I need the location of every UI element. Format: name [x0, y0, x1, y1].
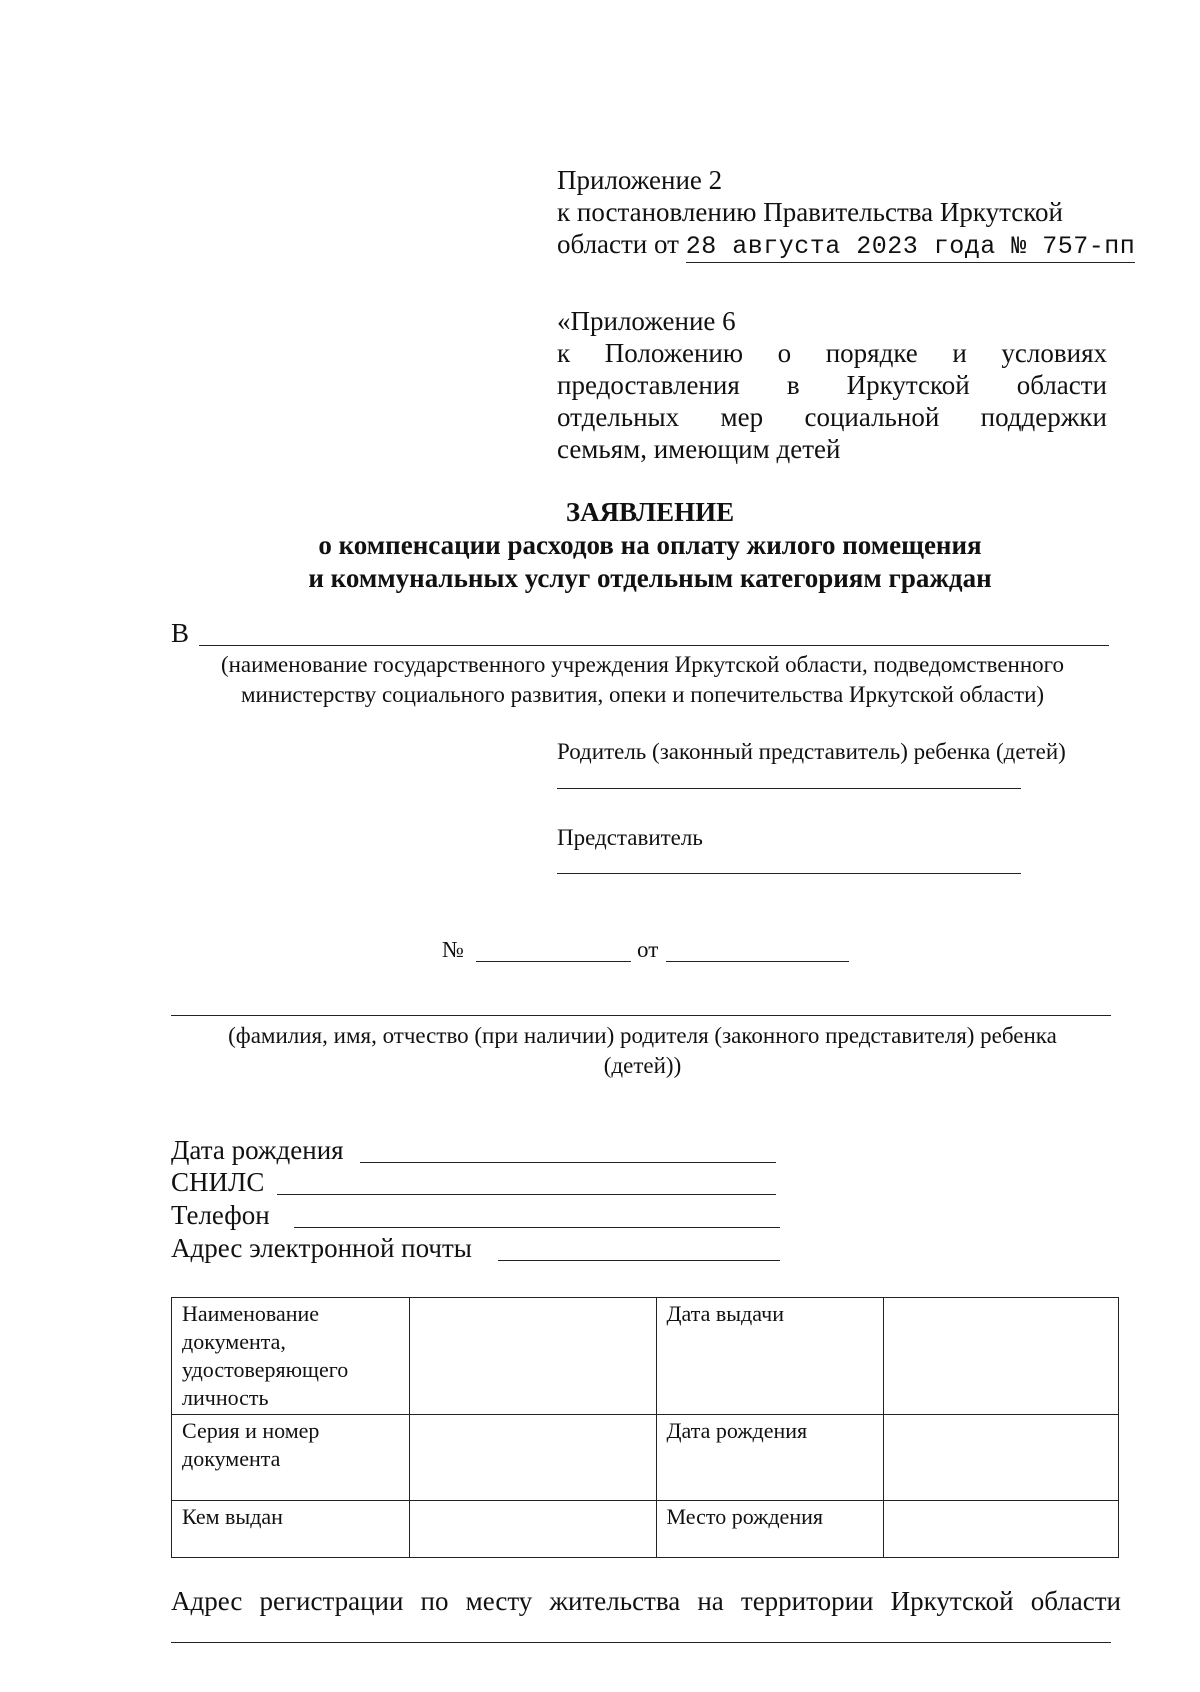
appendix-6-line-4: отдельных мер социальной поддержки — [557, 402, 1107, 432]
parent-input-line[interactable] — [557, 788, 1021, 789]
identity-document-table — [171, 1297, 1119, 1558]
number-sign: № — [442, 937, 464, 962]
title-subtitle-1: о компенсации расходов на оплату жилого помещения — [318, 530, 982, 560]
series-number-value[interactable] — [409, 1415, 656, 1501]
snils-input[interactable] — [277, 1194, 776, 1195]
recipient-caption-line-1: (наименование государственного учреждения Иркутской области, подведомственного — [220, 652, 1065, 677]
email-input[interactable] — [498, 1260, 780, 1261]
phone-label: Телефон — [171, 1200, 270, 1230]
appendix-2-reference: к постановлению Правительства Иркутской — [557, 197, 1063, 227]
fio-caption-line-2: (детей)) — [603, 1053, 682, 1078]
appendix-6-line-5: семьям, имеющим детей — [557, 434, 841, 464]
fio-input-line[interactable] — [171, 1015, 1111, 1016]
appendix-2-date-line — [557, 228, 1136, 263]
appendix-6-line-3: предоставления в Иркутской области — [557, 370, 1107, 400]
series-number-label: Серия и номер документа — [172, 1415, 410, 1501]
issue-date-label: Дата выдачи — [656, 1298, 884, 1415]
table-birth-date-label: Дата рождения — [656, 1415, 884, 1501]
birth-date-label: Дата рождения — [171, 1135, 344, 1165]
appendix-2-block — [557, 164, 1136, 263]
title-subtitle-2: и коммунальных услуг отдельным категориям граждан — [308, 563, 992, 593]
table-row — [172, 1298, 1119, 1415]
table-row — [172, 1415, 1119, 1501]
table-birth-date-value[interactable] — [884, 1415, 1119, 1501]
fio-caption — [160, 1021, 1125, 1081]
document-title — [150, 496, 1150, 595]
table-row — [172, 1501, 1119, 1558]
appendix-6-title: «Приложение 6 — [557, 306, 736, 336]
registration-address-input[interactable] — [171, 1642, 1111, 1643]
issued-by-label: Кем выдан — [172, 1501, 410, 1558]
representative-label: Представитель — [557, 825, 703, 850]
snils-label: СНИЛС — [171, 1167, 265, 1197]
resolution-date-number: 28 августа 2023 года № 757-пп — [685, 232, 1136, 261]
birth-date-input[interactable] — [360, 1162, 776, 1163]
document-name-label: Наименование документа, удостоверяющего личность — [172, 1298, 410, 1415]
fio-caption-line-1: (фамилия, имя, отчество (при наличии) родителя (законного представителя) ребенка — [228, 1023, 1057, 1048]
parent-label: Родитель (законный представитель) ребенка (детей) — [557, 739, 1066, 764]
title-heading: ЗАЯВЛЕНИЕ — [565, 497, 735, 527]
document-name-value[interactable] — [409, 1298, 656, 1415]
appendix-6-block — [557, 305, 1107, 465]
from-label: от — [637, 937, 659, 962]
recipient-caption — [160, 650, 1125, 710]
issued-by-value[interactable] — [409, 1501, 656, 1558]
birth-place-label: Место рождения — [656, 1501, 884, 1558]
representative-input-line[interactable] — [557, 873, 1021, 874]
issue-date-value[interactable] — [884, 1298, 1119, 1415]
appendix-6-line-2: к Положению о порядке и условиях — [557, 338, 1107, 368]
appendix-2-title: Приложение 2 — [557, 165, 723, 195]
appendix-2-date-prefix: области от — [557, 229, 679, 259]
registration-date-input[interactable] — [666, 961, 849, 962]
email-label: Адрес электронной почты — [171, 1233, 472, 1263]
birth-place-value[interactable] — [884, 1501, 1119, 1558]
phone-input[interactable] — [294, 1227, 780, 1228]
recipient-prefix: В — [171, 618, 190, 648]
recipient-caption-line-2: министерству социального развития, опеки и попечительства Иркутской области) — [240, 682, 1045, 707]
recipient-input-line[interactable] — [199, 645, 1109, 646]
registration-address-label: Адрес регистрации по месту жительства на территории Иркутской области — [171, 1586, 1121, 1616]
registration-number-input[interactable] — [476, 961, 631, 962]
